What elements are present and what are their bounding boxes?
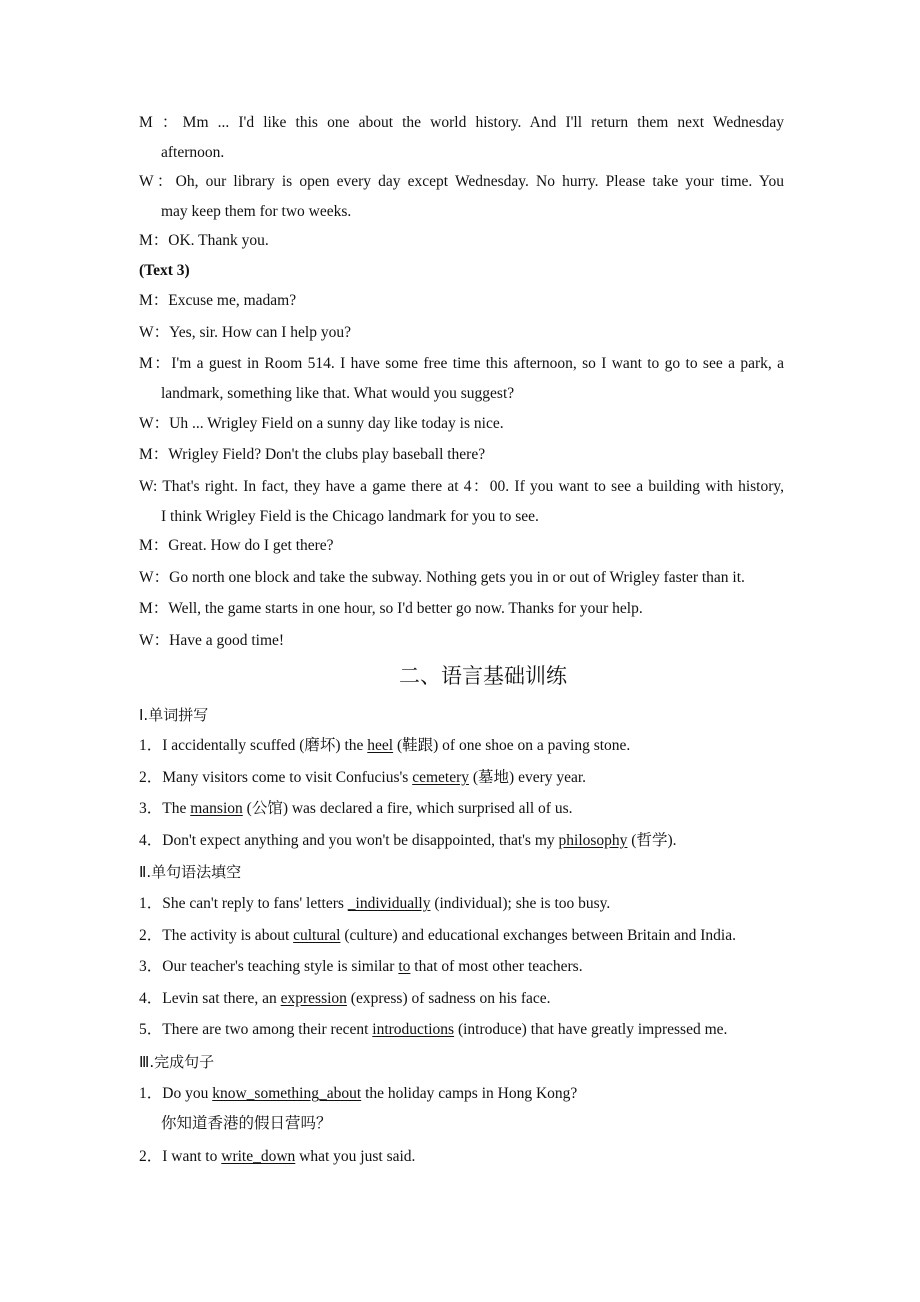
part-heading: 二、语言基础训练 <box>399 664 567 688</box>
answer: mansion <box>190 800 243 817</box>
exercise-item: 3．The mansion (公馆) was declared a fire, which surprised all of us. <box>139 800 573 817</box>
section-title-complete-sentences: Ⅲ.完成句子 <box>139 1053 215 1071</box>
exercise-item: 5．There are two among their recent introductions (introduce) that have greatly impressed me. <box>139 1021 728 1038</box>
answer: philosophy <box>558 832 628 849</box>
answer: _individually <box>347 895 431 912</box>
answer: expression <box>280 990 347 1007</box>
exercise-item: 3．Our teacher's teaching style is similar to that of most other teachers. <box>139 958 583 975</box>
dialog-line: W：Uh ... Wrigley Field on a sunny day like today is nice. <box>139 415 504 432</box>
answer: know_something_about <box>212 1085 362 1102</box>
exercise-item: 1．She can't reply to fans' letters _individually (individual); she is too busy. <box>139 895 611 912</box>
dialog-line: W：Oh, our library is open every day except Wednesday. No hurry. Please take your time. You <box>139 173 784 190</box>
dialog-line: M：Excuse me, madam? <box>139 292 297 309</box>
dialog-line-continuation: I think Wrigley Field is the Chicago landmark for you to see. <box>161 508 539 525</box>
exercise-item: 4．Levin sat there, an expression (express) of sadness on his face. <box>139 990 551 1007</box>
section-title-grammar-fill: Ⅱ.单句语法填空 <box>139 863 242 881</box>
exercise-item: 2．I want to write_down what you just said. <box>139 1148 416 1165</box>
dialog-line: M：I'm a guest in Room 514. I have some free time this afternoon, so I want to go to see a park, a <box>139 355 784 372</box>
answer: cultural <box>293 927 341 944</box>
dialog-line: M：OK. Thank you. <box>139 232 269 249</box>
dialog-line-continuation: landmark, something like that. What would you suggest? <box>161 385 515 402</box>
exercise-item: 1．I accidentally scuffed (磨坏) the heel (鞋跟) of one shoe on a paving stone. <box>139 737 631 754</box>
answer: heel <box>367 737 394 754</box>
dialog-line-continuation: may keep them for two weeks. <box>161 203 352 220</box>
text3-label: (Text 3) <box>139 262 190 279</box>
exercise-item: 4．Don't expect anything and you won't be disappointed, that's my philosophy (哲学). <box>139 832 677 849</box>
dialog-line: W：Yes, sir. How can I help you? <box>139 324 351 341</box>
dialog-line: M：Wrigley Field? Don't the clubs play baseball there? <box>139 446 486 463</box>
dialog-line: W: That's right. In fact, they have a game there at 4：00. If you want to see a building with history, <box>139 478 784 495</box>
dialog-line: W：Have a good time! <box>139 632 285 649</box>
dialog-line: M：Great. How do I get there? <box>139 537 334 554</box>
dialog-line: M ：Mm ... I'd like this one about the world history. And I'll return them next Wednesday <box>139 114 784 131</box>
exercise-item: 1．Do you know_something_about the holiday camps in Hong Kong? <box>139 1085 578 1102</box>
dialog-line-continuation: afternoon. <box>161 144 225 161</box>
answer: cemetery <box>412 769 469 786</box>
exercise-item: 2．Many visitors come to visit Confucius's cemetery (墓地) every year. <box>139 769 587 786</box>
chinese-translation: 你知道香港的假日营吗？ <box>161 1115 332 1132</box>
answer: introductions <box>372 1021 455 1038</box>
dialog-line: M：Well, the game starts in one hour, so I'd better go now. Thanks for your help. <box>139 600 643 617</box>
answer: write_down <box>221 1148 296 1165</box>
dialog-line: W：Go north one block and take the subway. Nothing gets you in or out of Wrigley faster than it. <box>139 569 745 586</box>
section-title-word-spelling: Ⅰ.单词拼写 <box>139 706 209 724</box>
exercise-item: 2．The activity is about cultural (culture) and educational exchanges between Britain and India. <box>139 927 736 944</box>
answer: to <box>398 958 411 975</box>
